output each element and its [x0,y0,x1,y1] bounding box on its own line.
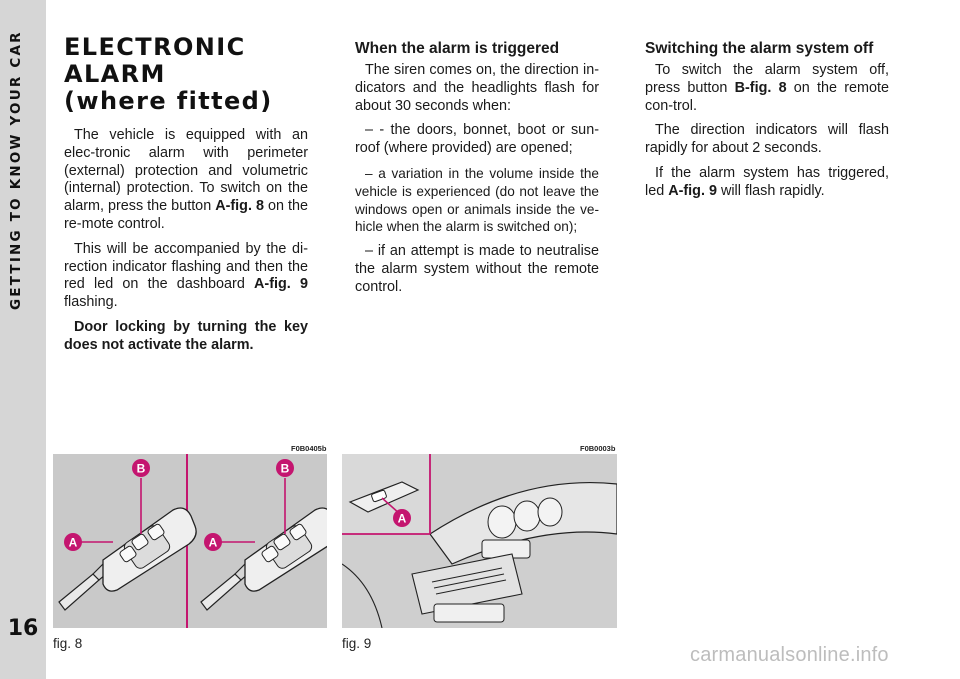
remote-key-right [201,508,327,610]
remote-key-illustration [53,454,327,628]
column-alarm-off [645,40,889,208]
column-alarm-triggered [355,40,599,304]
section-title: GETTING TO KNOW YOUR CAR [8,30,24,310]
figure-code: F0B0003b [580,444,616,453]
bold-paragraph: Door locking by turning the key does not activate the alarm. [64,318,308,353]
paragraph: The direction indicators will flash rapidly for about 2 seconds. [645,122,889,157]
paragraph: The siren comes on, the direction in-dicators and the headlights flash for about 30 seconds when: [355,62,599,114]
paragraph: To switch the alarm system off, press button B-fig. 8 on the remote con-trol. [645,62,890,114]
figure-reference: A-fig. 9 [668,182,717,199]
page-heading [64,34,308,115]
column-alarm-intro [64,34,308,362]
list-item: – - the doors, bonnet, boot or sun-roof (where provided) are opened; [355,122,599,157]
figure-caption: fig. 8 [53,636,83,651]
figure-reference: A-fig. 8 [215,198,264,215]
paragraph: If the alarm system has triggered, led A-fig. 9 will flash rapidly. [645,164,889,199]
callout-b-label: B [280,461,290,476]
dashboard-illustration [342,454,617,628]
callout-a-label: A [397,511,407,526]
heading-line: ALARM [64,60,166,88]
page-number: 16 [7,616,39,641]
paragraph: The vehicle is equipped with an elec-tronic alarm with perimeter (external) protection and volumetric (internal) protection. To switch on the alarm, press the button A-fig. 8 on the re-mote control. [64,127,309,232]
figure-caption: fig. 9 [342,636,372,651]
figure-reference: A-fig. 9 [254,276,308,293]
list-item: – a variation in the volume inside the vehicle is experienced (do not leave the windows open or animals inside the ve-hicle when the alarm is switched on); [355,165,599,235]
callout-a-label: A [208,535,218,550]
list-item: – if an attempt is made to neutralise the alarm system without the remote control. [355,243,599,295]
paragraph: This will be accompanied by the di-rection indicator flashing and then the red led on the dashboard A-fig. 9 flashing. [64,240,308,311]
remote-key-left [59,508,196,610]
figure-code: F0B0405b [291,444,327,453]
section-heading: Switching the alarm system off [645,40,874,57]
figure-reference: B-fig. 8 [734,79,787,96]
callout-a-label: A [68,535,78,550]
callout-b-label: B [136,461,146,476]
figure-dashboard [342,454,617,628]
heading-line: (where fitted) [64,87,273,115]
watermark: carmanualsonline.info [690,644,889,666]
heading-line: ELECTRONIC [64,33,246,61]
section-heading: When the alarm is triggered [355,40,560,57]
figure-remote-keys [53,454,327,628]
